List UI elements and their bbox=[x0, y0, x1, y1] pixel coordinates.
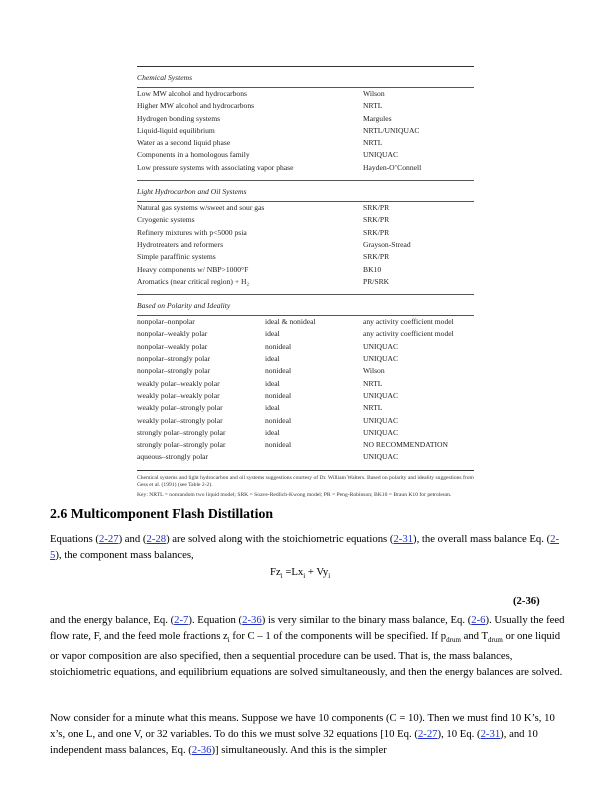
model-cell: any activity coefficient model bbox=[363, 329, 454, 339]
model-cell: UNIQUAC bbox=[363, 415, 399, 425]
table-row bbox=[137, 264, 474, 276]
table-section-hydrocarbon bbox=[137, 180, 474, 294]
equation-2-36 bbox=[270, 566, 330, 580]
table-row bbox=[137, 202, 474, 214]
eq-link-2-28[interactable]: 2-28 bbox=[146, 533, 167, 545]
model-cell: Wilson bbox=[363, 89, 385, 98]
text: ) are solved along with the stoichiometric equations ( bbox=[166, 533, 394, 545]
subscript: drum bbox=[488, 636, 503, 645]
pair-cell: nonpolar–strongly polar bbox=[137, 366, 211, 376]
table-row bbox=[137, 427, 474, 439]
ideality-cell: ideal bbox=[265, 378, 280, 388]
eq-link-2-6[interactable]: 2-6 bbox=[471, 614, 486, 626]
eq-link-2-27[interactable]: 2-27 bbox=[98, 533, 119, 545]
model-selection-table bbox=[137, 66, 474, 502]
system-cell: Simple paraffinic systems bbox=[137, 252, 216, 262]
system-cell: Hydrogen bonding systems bbox=[137, 113, 221, 123]
model-cell: NRTL/UNIQUAC bbox=[363, 125, 420, 135]
pair-cell: aqueous–strongly polar bbox=[137, 452, 209, 462]
table-row bbox=[137, 341, 474, 353]
text: ). Equation ( bbox=[188, 614, 243, 626]
system-cell: Components in a homologous family bbox=[137, 150, 250, 160]
eq-link-2-31[interactable]: 2-31 bbox=[393, 533, 414, 545]
table-row bbox=[137, 353, 474, 365]
ideality-cell: ideal bbox=[265, 427, 280, 437]
text: and the energy balance, Eq. ( bbox=[50, 614, 175, 626]
model-cell: SRK/PR bbox=[363, 227, 390, 237]
table-section-title: Chemical Systems bbox=[137, 73, 193, 82]
system-cell: Liquid-liquid equilibrium bbox=[137, 125, 215, 135]
text: ), and 10 independent mass balances, Eq. ( bbox=[50, 728, 538, 756]
system-cell: Aromatics (near critical region) + H₂ bbox=[137, 276, 250, 286]
ideality-cell: ideal bbox=[265, 329, 280, 339]
system-cell: Higher MW alcohol and hydrocarbons bbox=[137, 101, 255, 111]
ideality-cell: nonideal bbox=[265, 341, 292, 351]
model-cell: UNIQUAC bbox=[363, 341, 399, 351]
model-cell: UNIQUAC bbox=[363, 452, 399, 462]
ideality-cell: ideal bbox=[265, 403, 280, 413]
table-row bbox=[137, 415, 474, 427]
model-cell: PR/SRK bbox=[363, 276, 390, 286]
eq-link-2-36[interactable]: 2-36 bbox=[191, 744, 212, 756]
pair-cell: nonpolar–weakly polar bbox=[137, 329, 208, 339]
text: Now consider for a minute what this means. Suppose we have 10 components (C = 10). Then we must find 10 K’s, 10 x’s, one L, and one V, or 32 variables. To do this we must solve 32 equations [10 Eq. ( bbox=[50, 712, 555, 740]
model-cell: UNIQUAC bbox=[363, 390, 399, 400]
system-cell: Hydrotreaters and reformers bbox=[137, 239, 224, 249]
model-cell: SRK/PR bbox=[363, 252, 390, 262]
table-section-title: Light Hydrocarbon and Oil Systems bbox=[137, 187, 247, 197]
table-row bbox=[137, 239, 474, 251]
model-cell: NRTL bbox=[363, 403, 383, 413]
text: ) and ( bbox=[118, 533, 147, 545]
model-cell: Hayden-O’Connell bbox=[363, 162, 422, 172]
pair-cell: weakly polar–strongly polar bbox=[137, 415, 223, 425]
model-cell: BK10 bbox=[363, 264, 382, 274]
table-row bbox=[137, 113, 474, 125]
system-cell: Low MW alcohol and hydrocarbons bbox=[137, 89, 247, 98]
table-row bbox=[137, 316, 474, 328]
text: ), the component mass balances, bbox=[55, 549, 194, 561]
table-row bbox=[137, 251, 474, 263]
eq-sub: i bbox=[328, 572, 331, 581]
ideality-cell: nonideal bbox=[265, 366, 292, 376]
pair-cell: weakly polar–weakly polar bbox=[137, 390, 220, 400]
eq-sub: i bbox=[280, 572, 283, 581]
table-row bbox=[137, 328, 474, 340]
model-cell: UNIQUAC bbox=[363, 427, 399, 437]
pair-cell: weakly polar–strongly polar bbox=[137, 403, 223, 413]
text: ). Usually the feed flow rate, F, and the feed mole fractions z bbox=[50, 614, 565, 642]
table-row bbox=[137, 365, 474, 377]
table-row bbox=[137, 276, 474, 288]
eq-term: + Vy bbox=[305, 566, 329, 578]
eq-link-2-31[interactable]: 2-31 bbox=[480, 728, 501, 740]
pair-cell: strongly polar–strongly polar bbox=[137, 427, 226, 437]
eq-link-2-7[interactable]: 2-7 bbox=[174, 614, 189, 626]
ideality-cell: nonideal bbox=[265, 440, 292, 450]
table-row bbox=[137, 149, 474, 161]
eq-term: =Lx bbox=[282, 566, 304, 578]
model-cell: Wilson bbox=[363, 366, 385, 376]
model-cell: Grayson-Stread bbox=[363, 239, 411, 249]
ideality-cell: nonideal bbox=[265, 390, 292, 400]
section-heading: 2.6 Multicomponent Flash Distillation bbox=[50, 506, 274, 521]
eq-sub: i bbox=[303, 572, 306, 581]
model-cell: SRK/PR bbox=[363, 215, 390, 225]
table-note-key: Key: NRTL = nonrandom two liquid model; SRK = Soave-Redlich-Kwong model; PR = Peng-Robinson; BK10 = Braun K10 for petroleum. bbox=[137, 491, 452, 498]
pair-cell: weakly polar–weakly polar bbox=[137, 378, 220, 388]
eq-term: Fz bbox=[270, 566, 281, 578]
paragraph-3 bbox=[50, 710, 570, 758]
text: )] simultaneously. And this is the simpler bbox=[211, 744, 387, 756]
table-section-polarity bbox=[137, 294, 474, 470]
text: or one liquid or vapor composition are also specified, then a sequential procedure can be used. That is, the mass balances, stoichiometric equations, and equilibrium equations are solved simultaneously, and then the energy balances are solved. bbox=[50, 630, 563, 679]
equation-number: (2-36) bbox=[513, 595, 540, 607]
text: ) is very similar to the binary mass balance, Eq. ( bbox=[261, 614, 472, 626]
model-cell: SRK/PR bbox=[363, 203, 390, 213]
table-row bbox=[137, 162, 474, 174]
subscript: drum bbox=[446, 636, 461, 645]
model-cell: Margules bbox=[363, 113, 392, 123]
pair-cell: nonpolar–weakly polar bbox=[137, 341, 208, 351]
eq-link-2-36[interactable]: 2-36 bbox=[242, 614, 262, 626]
table-row bbox=[137, 88, 474, 100]
table-row bbox=[137, 227, 474, 239]
text: Equations ( bbox=[50, 533, 99, 545]
model-cell: NRTL bbox=[363, 378, 383, 388]
table-row bbox=[137, 214, 474, 226]
model-cell: any activity coefficient model bbox=[363, 317, 454, 327]
pair-cell: strongly polar–strongly polar bbox=[137, 440, 226, 450]
text: ), 10 Eq. ( bbox=[437, 728, 481, 740]
table-row bbox=[137, 125, 474, 137]
model-cell: NO RECOMMENDATION bbox=[363, 440, 449, 450]
text: for C – 1 of the components will be specified. If p bbox=[229, 630, 447, 642]
pair-cell: nonpolar–nonpolar bbox=[137, 317, 195, 327]
table-row bbox=[137, 439, 474, 451]
ideality-cell: nonideal bbox=[265, 415, 292, 425]
system-cell: Natural gas systems w/sweet and sour gas bbox=[137, 203, 265, 213]
pair-cell: nonpolar–strongly polar bbox=[137, 354, 211, 364]
table-section-title: Based on Polarity and Ideality bbox=[137, 301, 231, 311]
table-note-source: Chemical systems and light hydrocarbon and oil systems suggestions courtesy of Dr. William Walters. Based on polarity and ideality suggestions from Gess et al. (1991) (see Table 2-2). bbox=[137, 474, 474, 489]
system-cell: Water as a second liquid phase bbox=[137, 138, 231, 148]
table-row bbox=[137, 402, 474, 414]
paragraph-1 bbox=[50, 531, 570, 563]
table-row bbox=[137, 100, 474, 112]
text: ), the overall mass balance Eq. ( bbox=[413, 533, 551, 545]
table-row bbox=[137, 390, 474, 402]
model-cell: UNIQUAC bbox=[363, 354, 399, 364]
table-bottom-rule bbox=[137, 470, 474, 471]
ideality-cell: ideal bbox=[265, 354, 280, 364]
model-cell: NRTL bbox=[363, 138, 383, 148]
eq-link-2-27[interactable]: 2-27 bbox=[417, 728, 438, 740]
model-cell: NRTL bbox=[363, 101, 383, 111]
model-cell: UNIQUAC bbox=[363, 150, 399, 160]
system-cell: Heavy components w/ NBP>1000°F bbox=[137, 264, 249, 274]
table-row bbox=[137, 378, 474, 390]
paragraph-2 bbox=[50, 612, 570, 680]
table-row bbox=[137, 137, 474, 149]
text: and T bbox=[460, 630, 489, 642]
system-cell: Cryogenic systems bbox=[137, 215, 195, 225]
system-cell: Low pressure systems with associating vapor phase bbox=[137, 162, 294, 172]
subscript: i bbox=[227, 636, 230, 645]
table-row bbox=[137, 451, 474, 463]
table-section-chemical bbox=[137, 67, 474, 180]
ideality-cell: ideal & nonideal bbox=[265, 317, 316, 327]
table-notes bbox=[137, 475, 474, 500]
eq-link-2-5[interactable]: 2-5 bbox=[50, 533, 560, 561]
system-cell: Refinery mixtures with p<5000 psia bbox=[137, 227, 247, 237]
